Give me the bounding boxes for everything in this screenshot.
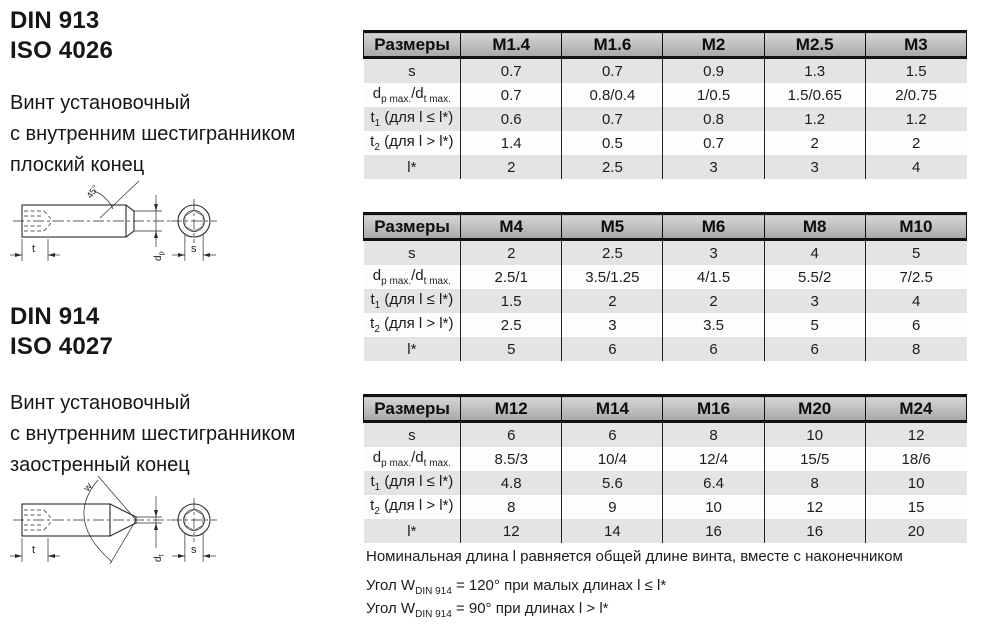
value-cell: 18/6	[865, 447, 966, 471]
value-cell: 3.5	[663, 313, 764, 337]
table-row-lstar	[364, 337, 967, 361]
value-cell: 2.5/1	[461, 265, 562, 289]
value-cell: 9	[562, 495, 663, 519]
value-cell: 2	[461, 240, 562, 266]
value-cell: 5	[764, 313, 865, 337]
row-label-lstar: l*	[364, 337, 461, 361]
value-cell: 5.6	[562, 471, 663, 495]
column-header-size: M14	[562, 396, 663, 422]
value-cell: 12	[865, 422, 966, 448]
value-cell: 6	[865, 313, 966, 337]
value-cell: 1.2	[764, 107, 865, 131]
row-label-s: s	[364, 240, 461, 266]
row-label-t2: $t_2$ (для l > l*)	[364, 131, 461, 155]
value-cell: 4/1.5	[663, 265, 764, 289]
value-cell: 0.7	[562, 58, 663, 84]
value-cell: 10	[865, 471, 966, 495]
value-cell: 6	[562, 422, 663, 448]
value-cell: 15/5	[764, 447, 865, 471]
row-label-s: s	[364, 422, 461, 448]
column-header-size: M24	[865, 396, 966, 422]
value-cell: 2.5	[562, 155, 663, 179]
column-header-size: M8	[764, 214, 865, 240]
value-cell: 2.5	[562, 240, 663, 266]
technical-drawing-cone-point	[8, 462, 258, 574]
table-row-t1	[364, 289, 967, 313]
column-header-size: M2.5	[764, 32, 865, 58]
column-header-sizes: Размеры	[364, 32, 461, 58]
row-label-lstar: l*	[364, 519, 461, 543]
value-cell: 7/2.5	[865, 265, 966, 289]
value-cell: 5	[865, 240, 966, 266]
value-cell: 8	[865, 337, 966, 361]
column-header-size: M20	[764, 396, 865, 422]
table-row-t1	[364, 107, 967, 131]
row-label-dp-dt: $d_{p max.}/d_{t max.}$	[364, 265, 461, 289]
column-header-size: M1.6	[562, 32, 663, 58]
description-line: плоский конец	[10, 154, 145, 176]
note-nominal-length: Номинальная длина l равняется общей длине винта, вместе с наконечником	[366, 548, 903, 565]
value-cell: 0.7	[663, 131, 764, 155]
dimension-dt-label: $d_t$	[153, 554, 166, 562]
table-row-dp-dt	[364, 447, 967, 471]
column-header-size: M10	[865, 214, 966, 240]
value-cell: 1.5	[461, 289, 562, 313]
table-row-t2	[364, 495, 967, 519]
table-row-lstar	[364, 155, 967, 179]
value-cell: 0.9	[663, 58, 764, 84]
value-cell: 0.8	[663, 107, 764, 131]
row-label-t2: $t_2$ (для l > l*)	[364, 495, 461, 519]
dimension-s-label: s	[191, 544, 197, 556]
value-cell: 3	[663, 240, 764, 266]
description-line: заостренный конец	[10, 454, 190, 476]
value-cell: 4.8	[461, 471, 562, 495]
value-cell: 3.5/1.25	[562, 265, 663, 289]
row-label-t1: $t_1$ (для l ≤ l*)	[364, 471, 461, 495]
value-cell: 0.8/0.4	[562, 83, 663, 107]
iso-4026-code: ISO 4026	[10, 37, 114, 64]
value-cell: 1.4	[461, 131, 562, 155]
value-cell: 0.6	[461, 107, 562, 131]
column-header-size: M12	[461, 396, 562, 422]
iso-4027-code: ISO 4027	[10, 333, 114, 360]
value-cell: 0.7	[562, 107, 663, 131]
value-cell: 2	[562, 289, 663, 313]
column-header-size: M2	[663, 32, 764, 58]
value-cell: 0.5	[562, 131, 663, 155]
dimensions-table-m4-to-m10	[363, 212, 967, 361]
value-cell: 2.5	[461, 313, 562, 337]
description-line: Винт установочный	[10, 92, 191, 114]
standard-codes-din913	[10, 6, 113, 66]
value-cell: 8.5/3	[461, 447, 562, 471]
column-header-size: M6	[663, 214, 764, 240]
row-label-dp-dt: $d_{p max.}/d_{t max.}$	[364, 447, 461, 471]
chamfer-angle-label: 45°	[84, 183, 101, 201]
table-row-lstar	[364, 519, 967, 543]
value-cell: 2	[764, 131, 865, 155]
table-row-s	[364, 240, 967, 266]
value-cell: 4	[865, 155, 966, 179]
value-cell: 2/0.75	[865, 83, 966, 107]
row-label-lstar: l*	[364, 155, 461, 179]
value-cell: 2	[865, 131, 966, 155]
dimension-s-label: s	[191, 243, 197, 255]
value-cell: 1.5/0.65	[764, 83, 865, 107]
value-cell: 4	[764, 240, 865, 266]
table-row-dp-dt	[364, 265, 967, 289]
value-cell: 1.3	[764, 58, 865, 84]
value-cell: 12	[764, 495, 865, 519]
value-cell: 12/4	[663, 447, 764, 471]
dimension-dp-label: $d_p$	[153, 251, 166, 261]
din-914-code: DIN 914	[10, 303, 100, 330]
note-angle-120: Угол $W_{DIN 914} = 120^\circ$ при малых длинах l ≤ l*	[366, 577, 667, 597]
value-cell: 3	[663, 155, 764, 179]
value-cell: 10	[764, 422, 865, 448]
standard-codes-din914	[10, 302, 113, 362]
description-line: Винт установочный	[10, 392, 191, 414]
table-row-t2	[364, 131, 967, 155]
value-cell: 8	[461, 495, 562, 519]
value-cell: 2	[461, 155, 562, 179]
value-cell: 3	[764, 155, 865, 179]
value-cell: 0.7	[461, 58, 562, 84]
value-cell: 8	[663, 422, 764, 448]
table-row-s	[364, 422, 967, 448]
table-row-t1	[364, 471, 967, 495]
column-header-size: M1.4	[461, 32, 562, 58]
value-cell: 5.5/2	[764, 265, 865, 289]
technical-drawing-flat-point	[8, 163, 258, 271]
value-cell: 12	[461, 519, 562, 543]
value-cell: 1/0.5	[663, 83, 764, 107]
value-cell: 6.4	[663, 471, 764, 495]
dimensions-table-m12-to-m24	[363, 394, 967, 543]
table-row-t2	[364, 313, 967, 337]
dimensions-table-m1-4-to-m3	[363, 30, 967, 179]
value-cell: 16	[663, 519, 764, 543]
value-cell: 10	[663, 495, 764, 519]
description-line: с внутренним шестигранником	[10, 423, 296, 445]
description-line: с внутренним шестигранником	[10, 123, 296, 145]
value-cell: 3	[562, 313, 663, 337]
din-913-code: DIN 913	[10, 7, 100, 34]
value-cell: 6	[562, 337, 663, 361]
row-label-s: s	[364, 58, 461, 84]
row-label-dp-dt: $d_{p max.}/d_{t max.}$	[364, 83, 461, 107]
cone-angle-label: w	[81, 481, 95, 494]
row-label-t1: $t_1$ (для l ≤ l*)	[364, 289, 461, 313]
column-header-size: M4	[461, 214, 562, 240]
value-cell: 6	[663, 337, 764, 361]
value-cell: 20	[865, 519, 966, 543]
column-header-size: M5	[562, 214, 663, 240]
value-cell: 14	[562, 519, 663, 543]
table-row-dp-dt	[364, 83, 967, 107]
dimension-t-label: t	[32, 544, 36, 556]
value-cell: 5	[461, 337, 562, 361]
value-cell: 1.2	[865, 107, 966, 131]
dimension-t-label: t	[32, 243, 36, 255]
column-header-size: M16	[663, 396, 764, 422]
row-label-t1: $t_1$ (для l ≤ l*)	[364, 107, 461, 131]
value-cell: 4	[865, 289, 966, 313]
column-header-size: M3	[865, 32, 966, 58]
value-cell: 0.7	[461, 83, 562, 107]
table-row-s	[364, 58, 967, 84]
row-label-t2: $t_2$ (для l > l*)	[364, 313, 461, 337]
value-cell: 3	[764, 289, 865, 313]
value-cell: 6	[764, 337, 865, 361]
value-cell: 8	[764, 471, 865, 495]
value-cell: 10/4	[562, 447, 663, 471]
value-cell: 16	[764, 519, 865, 543]
value-cell: 1.5	[865, 58, 966, 84]
column-header-sizes: Размеры	[364, 214, 461, 240]
value-cell: 15	[865, 495, 966, 519]
note-angle-90: Угол $W_{DIN 914} = 90^\circ$ при длинах l > l*	[366, 600, 609, 620]
value-cell: 2	[663, 289, 764, 313]
column-header-sizes: Размеры	[364, 396, 461, 422]
value-cell: 6	[461, 422, 562, 448]
